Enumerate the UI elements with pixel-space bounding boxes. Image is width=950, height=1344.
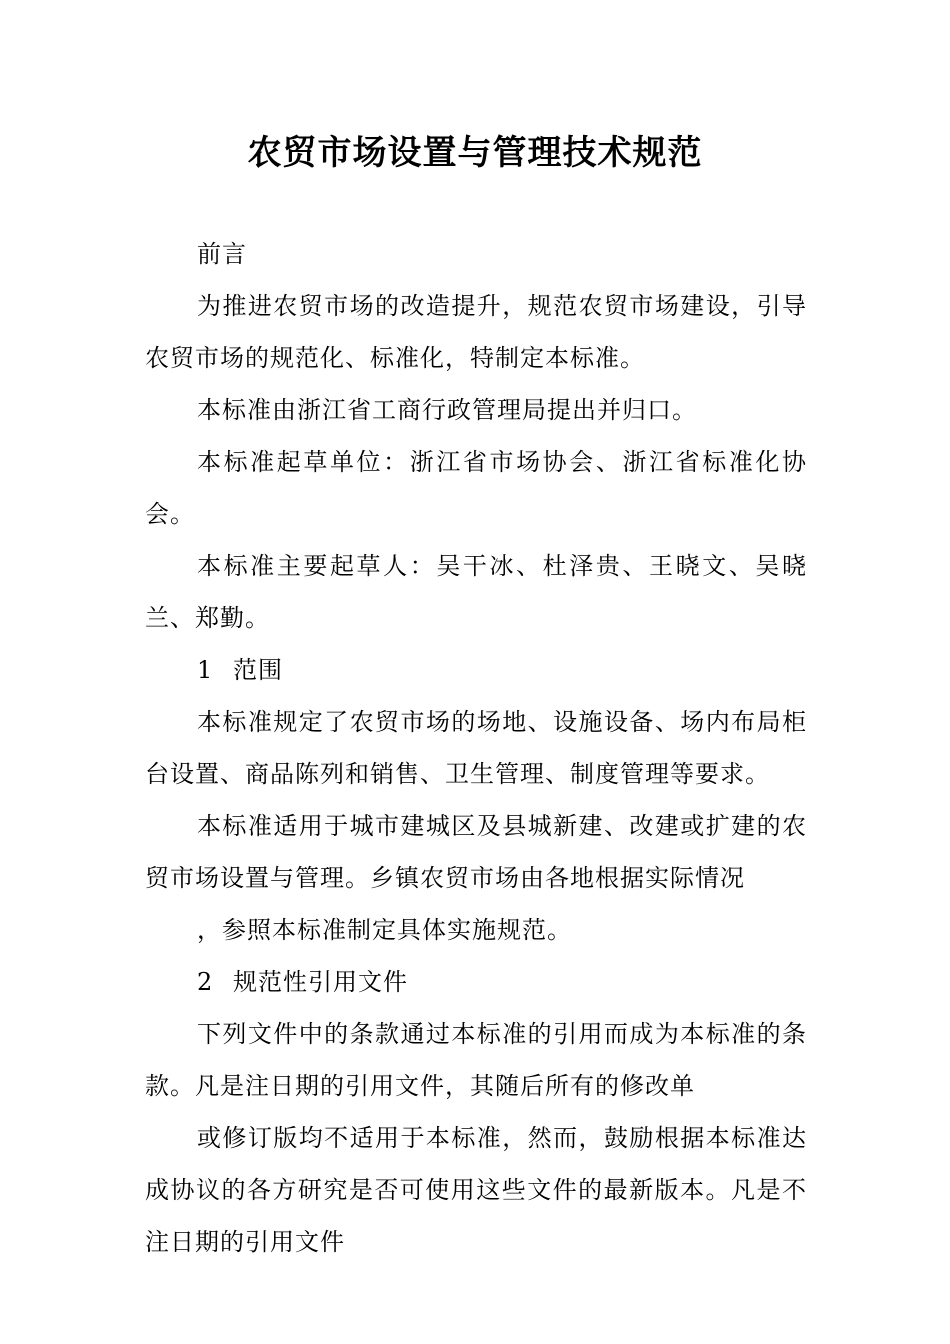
section-title: 范围 [233, 656, 283, 684]
section-heading-normative-references [145, 956, 807, 1008]
paragraph-references-intro: 下列文件中的条款通过本标准的引用而成为本标准的条款。凡是注日期的引用文件，其随后所有的修改单 [145, 1020, 807, 1100]
section-heading-scope [145, 644, 807, 696]
paragraph-applicability-continued: ，参照本标准制定具体实施规范。 [197, 916, 572, 944]
paragraph-drafters: 本标准主要起草人：吴干冰、杜泽贵、王晓文、吴晓兰、郑勤。 [145, 552, 807, 632]
section-number: 1 [197, 656, 214, 684]
document-body [145, 228, 807, 1268]
paragraph-references-revisions: 或修订版均不适用于本标准，然而，鼓励根据本标准达成协议的各方研究是否可使用这些文件的最新版本。凡是不注日期的引用文件 [145, 1124, 807, 1256]
preface-heading: 前言 [197, 240, 247, 268]
section-number: 2 [197, 968, 214, 996]
paragraph-purpose: 为推进农贸市场的改造提升，规范农贸市场建设，引导农贸市场的规范化、标准化，特制定本标准。 [145, 292, 807, 372]
section-title: 规范性引用文件 [233, 968, 408, 996]
document-title: 农贸市场设置与管理技术规范 [247, 133, 703, 173]
paragraph-applicability: 本标准适用于城市建城区及县城新建、改建或扩建的农贸市场设置与管理。乡镇农贸市场由各地根据实际情况 [145, 812, 807, 892]
paragraph-scope-content: 本标准规定了农贸市场的场地、设施设备、场内布局柜台设置、商品陈列和销售、卫生管理、制度管理等要求。 [145, 708, 807, 788]
paragraph-drafting-units: 本标准起草单位：浙江省市场协会、浙江省标准化协会。 [145, 448, 807, 528]
paragraph-proposer: 本标准由浙江省工商行政管理局提出并归口。 [197, 396, 697, 424]
